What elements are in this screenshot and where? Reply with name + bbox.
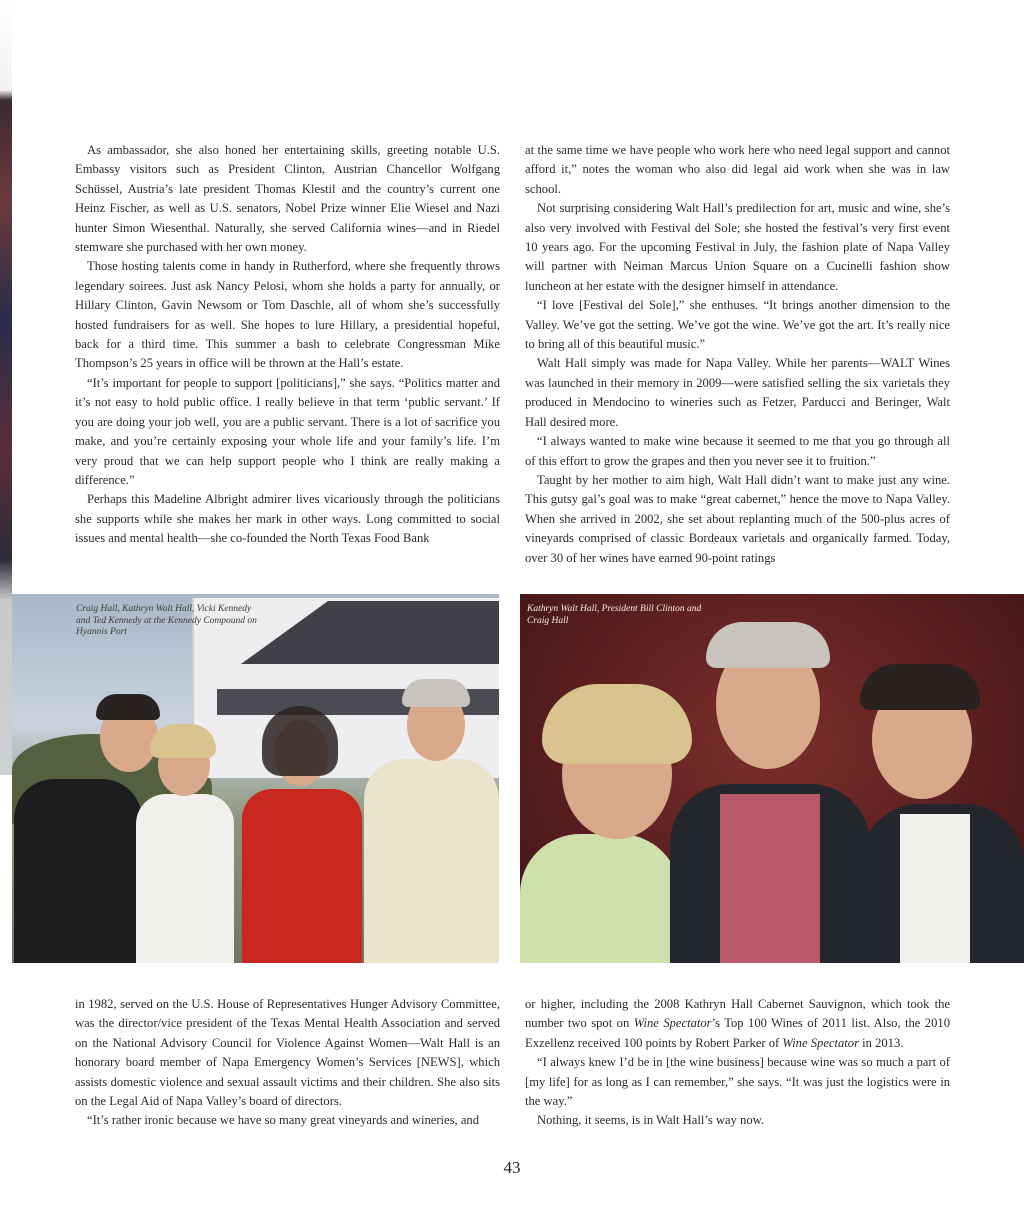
paragraph: Walt Hall simply was made for Napa Valley. While her parents—WALT Wines was launched in their memory in 2009—were satisfied selling the six varietals they produced in Mendocino to wineries such as Fetzer, Parducci and Beringer, Walt Hall desired more. — [525, 356, 950, 429]
photo-caption: Craig Hall, Kathryn Walt Hall, Vicki Kennedy and Ted Kennedy at the Kennedy Compound on Hyannis Port — [76, 604, 257, 637]
person-hair — [96, 694, 160, 720]
publication-name: Wine Spectator — [782, 1035, 859, 1050]
text-span: ’s Top 100 Wines of 2011 list. Also, the 2010 Exzellenz received 100 points by Robert Parker of — [525, 1016, 950, 1050]
person-shirt — [720, 794, 820, 963]
paragraph: “It’s rather ironic because we have so many great vineyards and wineries, and — [87, 1113, 479, 1128]
person-shirt — [900, 814, 970, 963]
adjacent-page-edge — [0, 0, 12, 775]
person-body — [364, 759, 499, 963]
paragraph: Not surprising considering Walt Hall’s predilection for art, music and wine, she’s also very involved with Festival del Sole; she hosted the festival’s very first event 10 years ago. For the upcoming Festival in July, the fashion plate of Napa Valley will partner with Neiman Marcus Union Square on a Cucinelli fashion show luncheon at her estate with the designer himself in attendance. — [525, 201, 950, 293]
paragraph: “I always knew I’d be in [the wine business] because wine was so much a part of [my life] for as long as I can remember,” she says. “It was just the logistics were in the way.” — [525, 1055, 950, 1109]
person-body — [520, 834, 680, 963]
paragraph: Taught by her mother to aim high, Walt Hall didn’t want to make just any wine. This gutsy gal’s goal was to make “great cabernet,” hence the move to Napa Valley. When she arrived in 2002, she set about replanting much of the 500-plus acres of vineyards comprised of classic Bordeaux varietals and organically farmed. Today, over 30 of her wines have earned 90-point ratings — [525, 472, 950, 565]
person-hair — [860, 664, 980, 710]
paragraph: As ambassador, she also honed her entertaining skills, greeting notable U.S. Embassy visitors such as President Clinton, Austrian Chancellor Wolfgang Schüssel, Austria’s late president Thomas Klestil and the country’s current one Heinz Fischer, as well as U.S. senators, Nobel Prize winner Elie Wiesel and Nazi hunter Simon Wiesenthal. Naturally, she served California wines—and in Riedel stemware she purchased with her own money. — [75, 143, 500, 255]
paragraph: “It’s important for people to support [politicians],” she says. “Politics matter and it’s not easy to hold public office. I really believe in that term ‘public servant.’ If you are doing your job well, you are a public servant. There is a lot of sacrifice you make, and you’re certainly exposing your whole life and your family’s life. I’m very proud that we can help support people who I think are really making a difference.” — [75, 375, 500, 487]
person-hair — [262, 706, 338, 776]
column-top-left — [75, 141, 500, 549]
column-bottom-left — [75, 995, 500, 1131]
person-body — [14, 779, 142, 963]
person-body — [136, 794, 234, 963]
page-number: 43 — [503, 1158, 521, 1177]
photo-kennedy-compound — [12, 594, 499, 963]
photo-caption: Kathryn Walt Hall, President Bill Clinton and Craig Hall — [527, 604, 702, 626]
text-span: or higher, including the 2008 Kathryn Hall Cabernet Sauvignon, which took the number two spot on — [525, 997, 950, 1031]
paragraph: Nothing, it seems, is in Walt Hall’s way now. — [537, 1113, 765, 1128]
person-hair — [706, 622, 830, 668]
person-hair — [150, 724, 216, 758]
paragraph: Perhaps this Madeline Albright admirer lives vicariously through the politicians she supports while she makes her mark in other ways. Long committed to social issues and mental health—she co-founded the North Texas Food Bank — [75, 492, 500, 546]
text-span: in 2013. — [859, 1035, 904, 1050]
paragraph: in 1982, served on the U.S. House of Representatives Hunger Advisory Committee, was the director/vice president of the Texas Mental Health Association and served on the National Advisory Council for Violence Against Women—Walt Hall is an honorary board member of Napa Emergency Women’s Services [NEWS], which assists domestic violence and sexual assault victims and their children. She also sits on the Legal Aid of Napa Valley’s board of directors. — [75, 997, 500, 1109]
paragraph: “I always wanted to make wine because it seemed to me that you go through all of this effort to grow the grapes and then you never see it to fruition.” — [525, 434, 950, 468]
paragraph — [525, 995, 950, 1053]
photo-clinton — [520, 594, 1024, 963]
paragraph: at the same time we have people who work here who need legal support and cannot afford it,” notes the woman who also did legal aid work when she was in law school. — [525, 143, 950, 196]
paragraph: Those hosting talents come in handy in Rutherford, where she frequently throws legendary soirees. Just ask Nancy Pelosi, whom she holds a party for annually, or Hillary Clinton, Gavin Newsom or Tom Daschle, all of whom she’s successfully hosted fundraisers for as well. She hopes to lure Hillary, a presidential hopeful, back for a third time. This summer a bash to celebrate Congressman Mike Thompson’s 25 years in office will be thrown at the Hall’s estate. — [75, 259, 500, 371]
publication-name: Wine Spectator — [633, 1016, 712, 1031]
person-hair — [402, 679, 470, 707]
person-hair — [542, 684, 692, 764]
paragraph: “I love [Festival del Sole],” she enthuses. “It brings another dimension to the Valley. We’ve got the setting. We’ve got the wine. We’ve got the art. It’s really nice to bring all of this beautiful music.” — [525, 298, 950, 352]
column-bottom-right — [525, 995, 950, 1131]
person-body — [242, 789, 362, 963]
column-top-right — [525, 141, 950, 568]
